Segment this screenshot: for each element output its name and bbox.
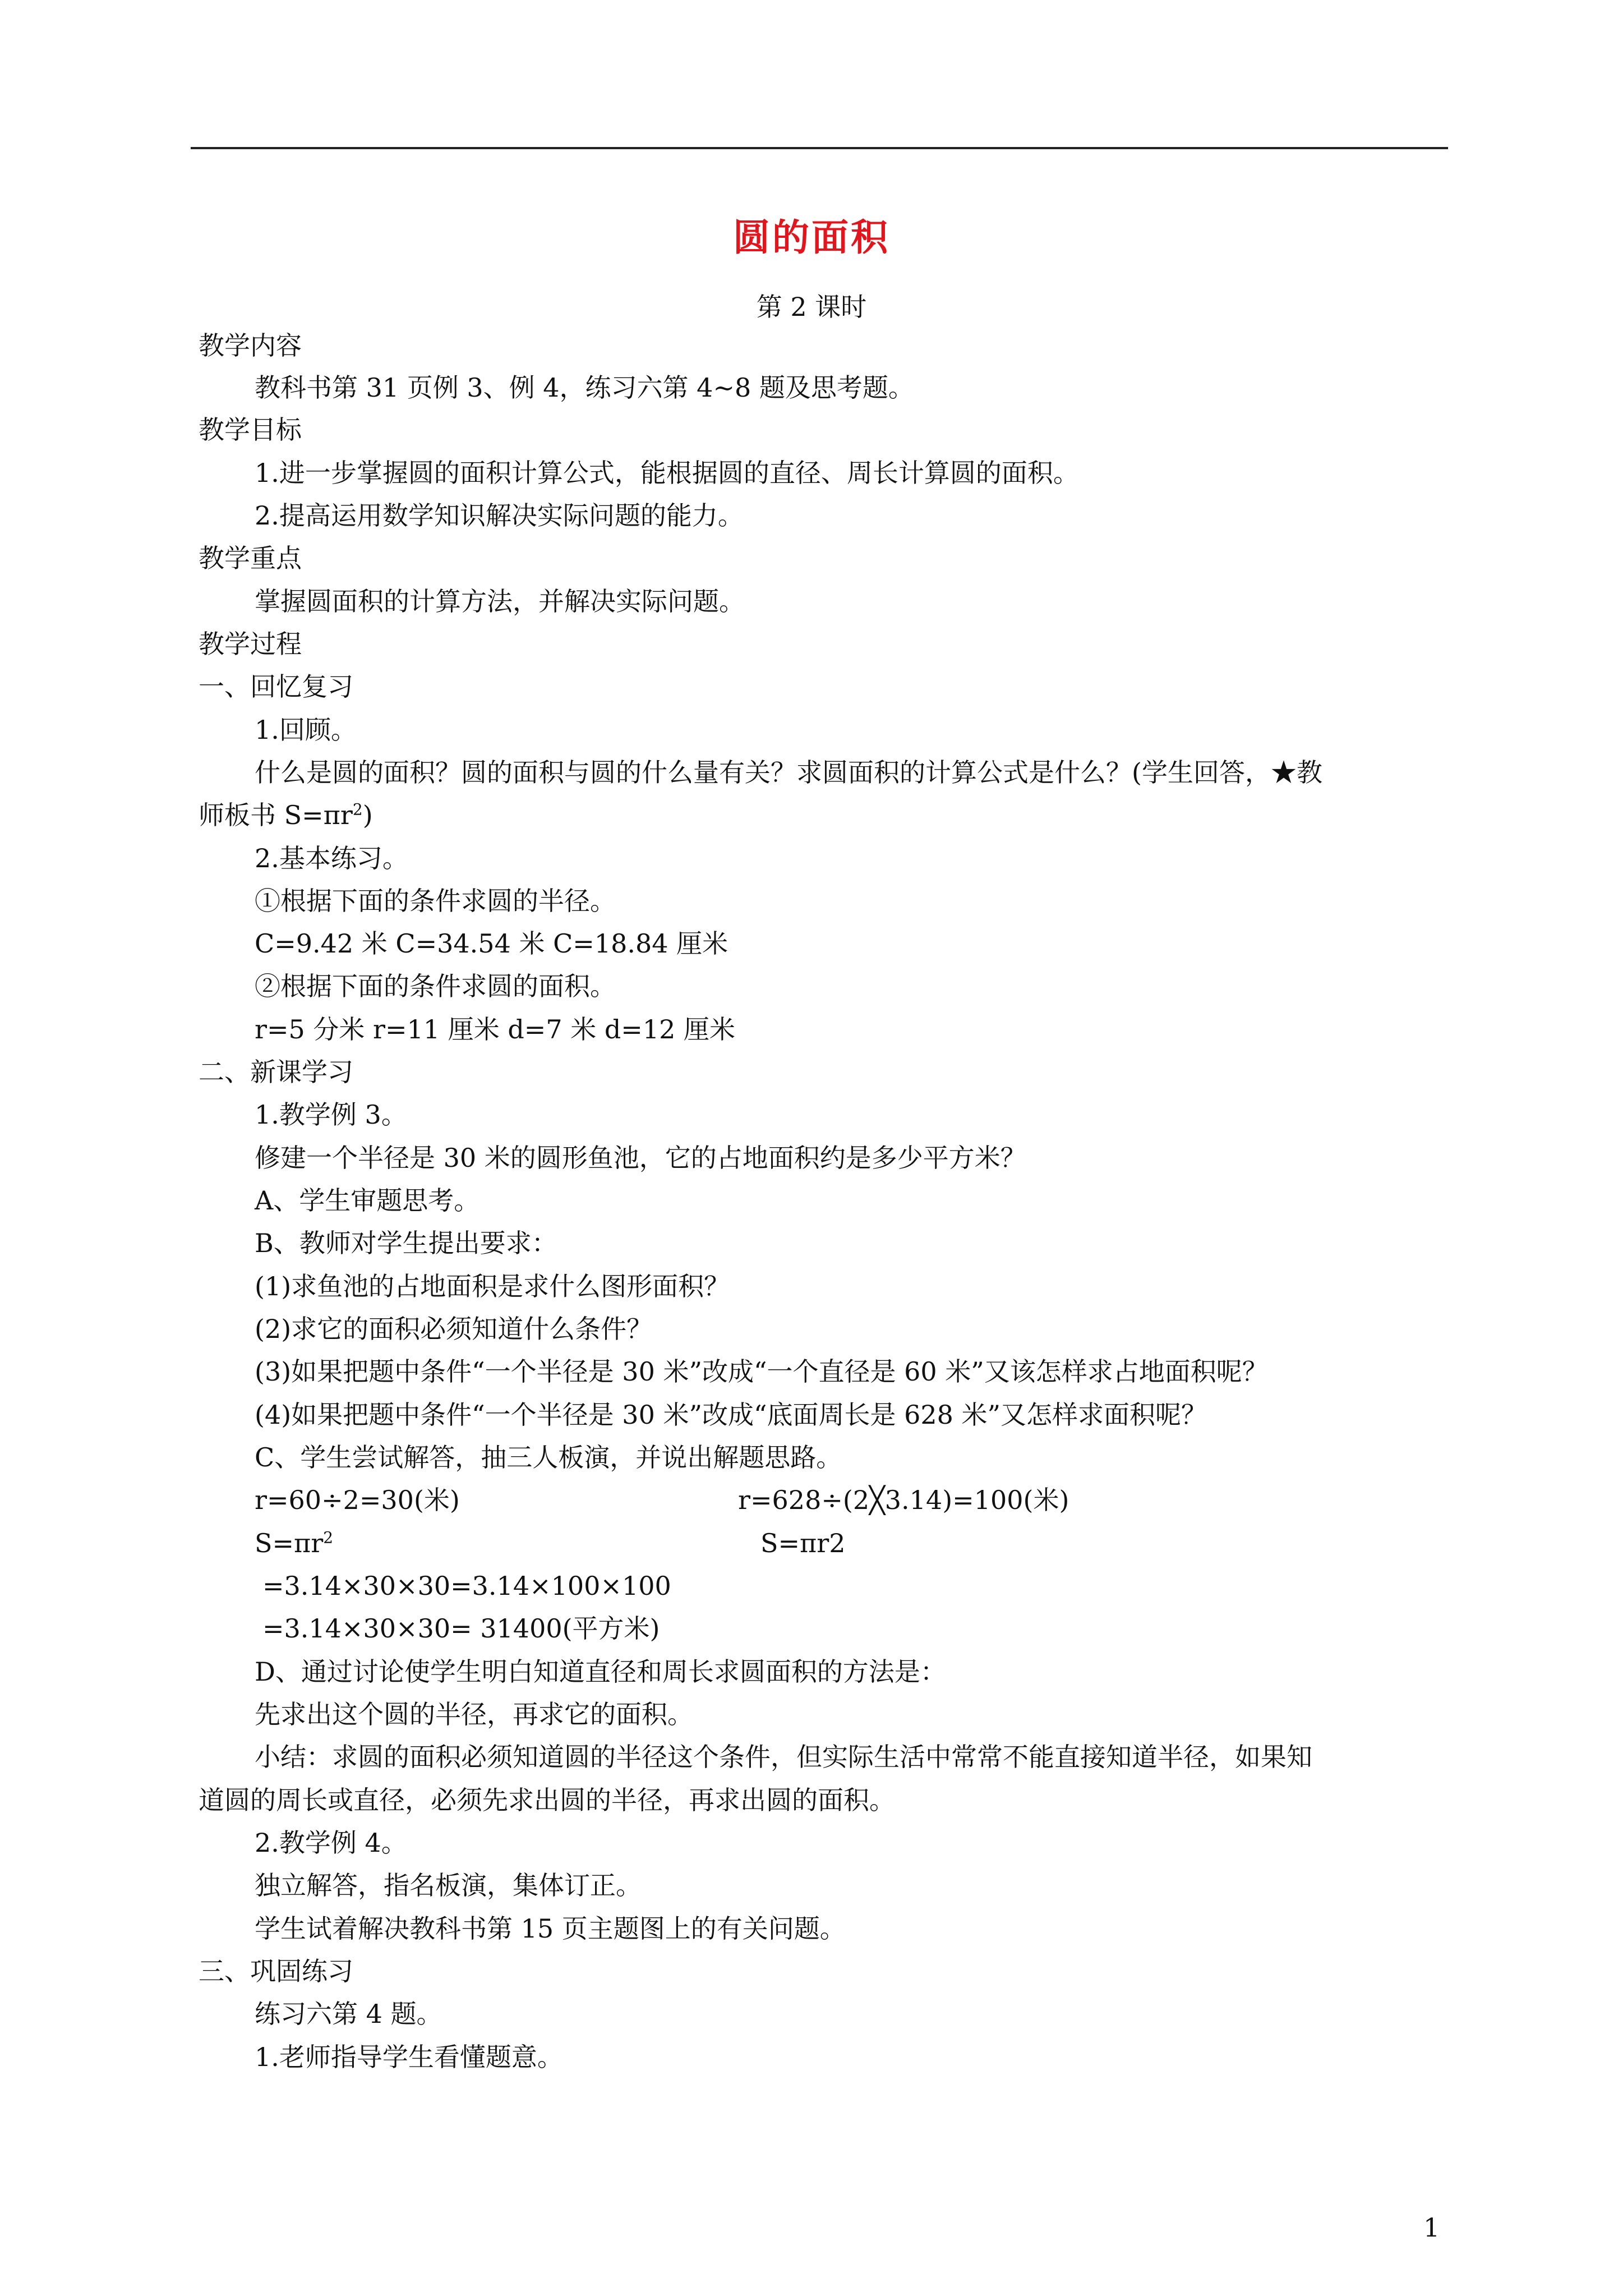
formula-exponent: 2 (323, 1528, 334, 1547)
paragraph: (3)如果把题中条件“一个半径是 30 米”改成“一个直径是 60 米”又该怎样求占地面积呢？ (255, 1356, 1268, 1387)
paragraph: 独立解答，指名板演，集体订正。 (255, 1870, 642, 1901)
formula-text: S=πr (255, 1528, 324, 1558)
lesson-number: 第 2 课时 (756, 292, 867, 322)
formula-text: ) (362, 800, 373, 830)
paragraph: 道圆的周长或直径，必须先求出圆的半径，再求出圆的面积。 (199, 1785, 895, 1815)
calculation-left (255, 1524, 333, 1563)
paragraph: ②根据下面的条件求圆的面积。 (255, 971, 616, 1001)
formula-text: 师板书 S=πr (199, 800, 353, 830)
paragraph: 1.回顾。 (255, 715, 357, 745)
formula-exponent: 2 (352, 800, 363, 819)
section-heading: 教学目标 (199, 415, 302, 445)
calculation: =3.14×30×30=3.14×100×100 (262, 1571, 671, 1601)
paragraph: B、教师对学生提出要求： (255, 1228, 557, 1258)
paragraph: 什么是圆的面积？圆的面积与圆的什么量有关？求圆面积的计算公式是什么？(学生回答，★教 (255, 757, 1322, 788)
paragraph: C=9.42 米 C=34.54 米 C=18.84 厘米 (255, 928, 728, 959)
section-heading: 一、回忆复习 (199, 671, 353, 702)
section-heading: 三、巩固练习 (199, 1956, 353, 1986)
page-number: 1 (1423, 2212, 1440, 2243)
paragraph: 1.教学例 3。 (255, 1099, 407, 1130)
calculation-right: S=πr2 (760, 1528, 846, 1558)
section-heading: 二、新课学习 (199, 1057, 353, 1087)
paragraph: 掌握圆面积的计算方法，并解决实际问题。 (255, 586, 745, 616)
paragraph: (2)求它的面积必须知道什么条件？ (255, 1314, 653, 1344)
paragraph: 1.老师指导学生看懂题意。 (255, 2042, 563, 2072)
paragraph: 教科书第 31 页例 3、例 4，练习六第 4~8 题及思考题。 (255, 372, 914, 403)
paragraph: 小结：求圆的面积必须知道圆的半径这个条件，但实际生活中常常不能直接知道半径，如果知 (255, 1742, 1312, 1772)
paragraph: A、学生审题思考。 (255, 1185, 480, 1216)
section-heading: 教学内容 (199, 330, 302, 361)
paragraph: ①根据下面的条件求圆的半径。 (255, 886, 616, 916)
paragraph: 修建一个半径是 30 米的圆形鱼池，它的占地面积约是多少平方米？ (255, 1143, 1026, 1173)
paragraph: D、通过讨论使学生明白知道直径和周长求圆面积的方法是： (255, 1657, 946, 1687)
paragraph: (4)如果把题中条件“一个半径是 30 米”改成“底面周长是 628 米”又怎样求面积呢？ (255, 1400, 1207, 1430)
paragraph: 学生试着解决教科书第 15 页主题图上的有关问题。 (255, 1913, 846, 1944)
section-heading: 教学重点 (199, 543, 302, 573)
section-heading: 教学过程 (199, 629, 302, 659)
calculation-left: r=60÷2=30(米) (255, 1485, 460, 1515)
header-rule (191, 147, 1448, 149)
paragraph (199, 795, 373, 835)
calculation-right: r=628÷(2╳3.14)=100(米) (738, 1485, 1069, 1515)
paragraph: 2.教学例 4。 (255, 1828, 407, 1858)
paragraph: 1.进一步掌握圆的面积计算公式，能根据圆的直径、周长计算圆的面积。 (255, 458, 1079, 488)
paragraph: 先求出这个圆的半径，再求它的面积。 (255, 1699, 693, 1729)
document-title: 圆的面积 (733, 215, 890, 259)
paragraph: 2.基本练习。 (255, 843, 408, 873)
paragraph: r=5 分米 r=11 厘米 d=7 米 d=12 厘米 (255, 1014, 735, 1045)
paragraph: (1)求鱼池的占地面积是求什么图形面积？ (255, 1271, 730, 1301)
paragraph: 2.提高运用数学知识解决实际问题的能力。 (255, 500, 744, 531)
calculation: =3.14×30×30= 31400(平方米) (262, 1613, 660, 1644)
paragraph: 练习六第 4 题。 (255, 1999, 442, 2029)
paragraph: C、学生尝试解答，抽三人板演，并说出解题思路。 (255, 1442, 842, 1473)
